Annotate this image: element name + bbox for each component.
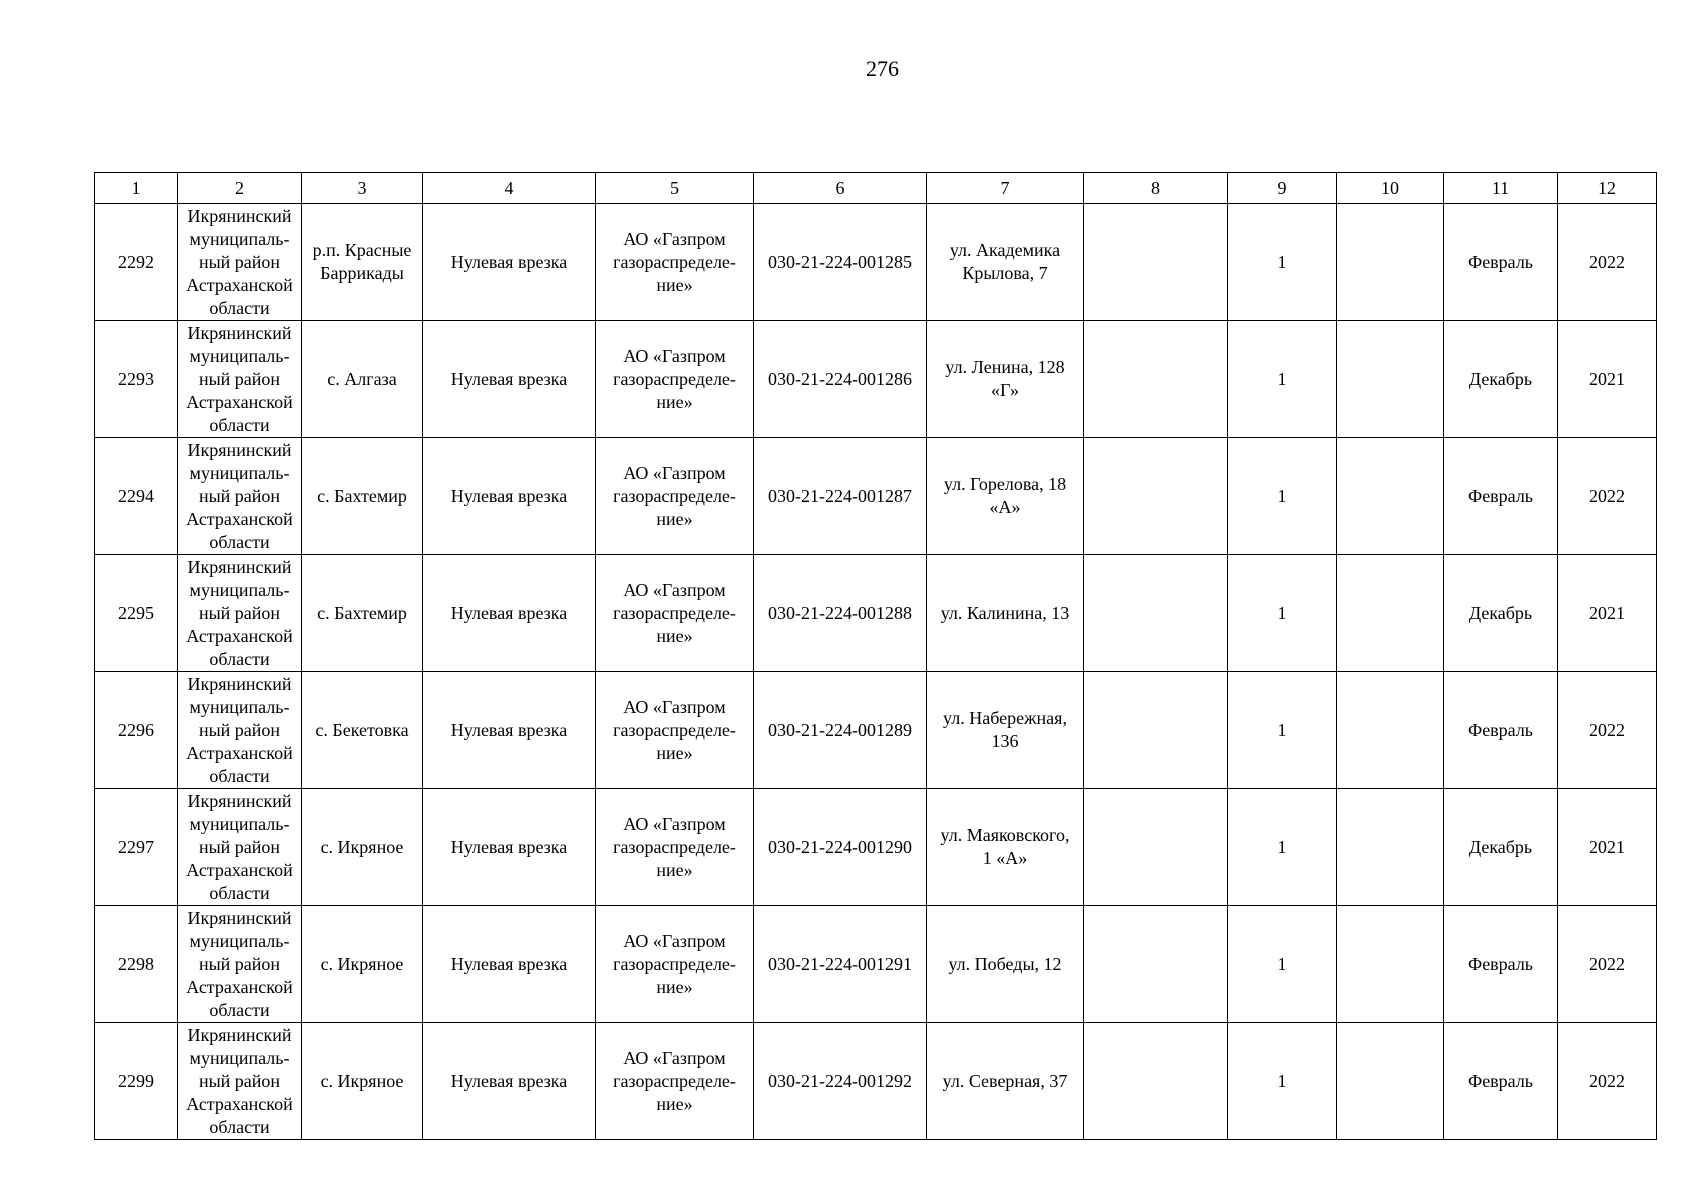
quantity-cell: 1 [1228, 789, 1337, 906]
district-cell-line: Астраханской [186, 859, 293, 880]
settlement-cell-line: р.п. Красные [312, 240, 412, 260]
organization-cell-line: АО «Газпром [623, 462, 726, 483]
district-cell-line: Астраханской [186, 508, 293, 529]
district-cell-line: области [209, 765, 270, 786]
settlement-cell [302, 204, 423, 321]
column-8-cell [1084, 438, 1228, 555]
organization-cell-line: АО «Газпром [623, 345, 726, 366]
organization-cell-line: ние» [656, 1093, 693, 1114]
address-cell [927, 789, 1084, 906]
organization-cell-line: АО «Газпром [623, 696, 726, 717]
table-row [95, 672, 1657, 789]
quantity-cell: 1 [1228, 1023, 1337, 1140]
settlement-cell-line: с. Икряное [320, 1070, 404, 1091]
settlement-cell-line: с. Алгаза [327, 368, 397, 389]
object-code-cell: 030-21-224-001286 [754, 321, 927, 438]
address-cell-line: ул. Победы, 12 [948, 953, 1062, 974]
connection-type-cell: Нулевая врезка [423, 438, 596, 555]
address-cell [927, 906, 1084, 1023]
district-cell-line: Астраханской [186, 625, 293, 646]
column-header: 11 [1444, 173, 1558, 204]
district-cell-line: Икрянинский [187, 673, 292, 694]
district-cell [178, 438, 302, 555]
header-row [95, 173, 1657, 204]
row-number-cell: 2296 [95, 672, 178, 789]
column-8-cell [1084, 204, 1228, 321]
column-10-cell [1337, 321, 1444, 438]
organization-cell-line: АО «Газпром [623, 813, 726, 834]
year-cell: 2022 [1558, 906, 1657, 1023]
district-cell-line: муниципаль- [189, 345, 290, 366]
district-cell-line: области [209, 648, 270, 669]
column-10-cell [1337, 672, 1444, 789]
table-row [95, 789, 1657, 906]
settlement-cell [302, 789, 423, 906]
settlement-cell [302, 1023, 423, 1140]
district-cell-line: Икрянинский [187, 907, 292, 928]
address-cell-line: ул. Ленина, 128 [945, 357, 1065, 377]
connection-type-cell: Нулевая врезка [423, 906, 596, 1023]
district-cell-line: ный район [198, 602, 281, 623]
district-cell-line: ный район [198, 836, 281, 857]
address-cell-line: Крылова, 7 [962, 263, 1048, 283]
table-row [95, 438, 1657, 555]
column-10-cell [1337, 555, 1444, 672]
organization-cell-line: АО «Газпром [623, 930, 726, 951]
district-cell-line: ный район [198, 1070, 281, 1091]
district-cell-line: муниципаль- [189, 1047, 290, 1068]
organization-cell [596, 789, 754, 906]
address-cell-line: ул. Северная, 37 [942, 1070, 1068, 1091]
column-header: 5 [596, 173, 754, 204]
month-cell: Февраль [1444, 204, 1558, 321]
organization-cell-line: ние» [656, 508, 693, 529]
column-8-cell [1084, 789, 1228, 906]
year-cell: 2022 [1558, 1023, 1657, 1140]
object-code-cell: 030-21-224-001287 [754, 438, 927, 555]
district-cell-line: муниципаль- [189, 462, 290, 483]
address-cell-line: 1 «А» [982, 848, 1028, 868]
column-8-cell [1084, 321, 1228, 438]
district-cell-line: Икрянинский [187, 205, 292, 226]
address-cell-line: ул. Калинина, 13 [940, 602, 1070, 623]
year-cell: 2022 [1558, 204, 1657, 321]
row-number-cell: 2295 [95, 555, 178, 672]
organization-cell [596, 555, 754, 672]
district-cell-line: области [209, 297, 270, 318]
year-cell: 2021 [1558, 555, 1657, 672]
quantity-cell: 1 [1228, 906, 1337, 1023]
address-cell-line: «Г» [991, 380, 1019, 400]
organization-cell-line: АО «Газпром [623, 579, 726, 600]
address-cell [927, 438, 1084, 555]
quantity-cell: 1 [1228, 672, 1337, 789]
month-cell: Февраль [1444, 1023, 1558, 1140]
settlement-cell-line: Баррикады [320, 263, 404, 283]
district-cell-line: Икрянинский [187, 1024, 292, 1045]
organization-cell [596, 672, 754, 789]
table-row [95, 321, 1657, 438]
district-cell-line: Икрянинский [187, 439, 292, 460]
district-cell-line: ный район [198, 719, 281, 740]
row-number-cell: 2292 [95, 204, 178, 321]
district-cell-line: ный район [198, 251, 281, 272]
settlement-cell-line: с. Бахтемир [317, 602, 407, 623]
organization-cell-line: ние» [656, 859, 693, 880]
connection-type-cell: Нулевая врезка [423, 1023, 596, 1140]
district-cell-line: муниципаль- [189, 228, 290, 249]
object-code-cell: 030-21-224-001289 [754, 672, 927, 789]
table-body [95, 204, 1657, 1140]
table-row [95, 204, 1657, 321]
organization-cell-line: ние» [656, 976, 693, 997]
column-8-cell [1084, 1023, 1228, 1140]
column-10-cell [1337, 789, 1444, 906]
district-cell-line: Астраханской [186, 742, 293, 763]
organization-cell-line: газораспределе- [613, 602, 736, 623]
column-10-cell [1337, 1023, 1444, 1140]
year-cell: 2022 [1558, 438, 1657, 555]
address-cell-line: «А» [989, 497, 1021, 517]
organization-cell-line: ние» [656, 625, 693, 646]
district-cell [178, 789, 302, 906]
organization-cell [596, 906, 754, 1023]
district-cell-line: области [209, 882, 270, 903]
organization-cell [596, 321, 754, 438]
settlement-cell-line: с. Икряное [320, 953, 404, 974]
object-code-cell: 030-21-224-001292 [754, 1023, 927, 1140]
column-8-cell [1084, 672, 1228, 789]
settlement-cell [302, 906, 423, 1023]
column-header: 2 [178, 173, 302, 204]
month-cell: Декабрь [1444, 321, 1558, 438]
row-number-cell: 2297 [95, 789, 178, 906]
table-row [95, 1023, 1657, 1140]
settlement-cell [302, 555, 423, 672]
district-cell-line: Икрянинский [187, 556, 292, 577]
district-cell-line: Астраханской [186, 391, 293, 412]
year-cell: 2021 [1558, 789, 1657, 906]
row-number-cell: 2298 [95, 906, 178, 1023]
district-cell [178, 1023, 302, 1140]
district-cell-line: муниципаль- [189, 579, 290, 600]
column-8-cell [1084, 555, 1228, 672]
address-cell-line: 136 [991, 731, 1019, 751]
district-cell-line: области [209, 531, 270, 552]
district-cell-line: муниципаль- [189, 696, 290, 717]
column-header: 8 [1084, 173, 1228, 204]
month-cell: Февраль [1444, 438, 1558, 555]
organization-cell-line: ние» [656, 742, 693, 763]
column-10-cell [1337, 438, 1444, 555]
column-header: 1 [95, 173, 178, 204]
district-cell-line: Икрянинский [187, 322, 292, 343]
settlement-cell-line: с. Икряное [320, 836, 404, 857]
organization-cell-line: газораспределе- [613, 836, 736, 857]
district-cell [178, 555, 302, 672]
connection-type-cell: Нулевая врезка [423, 672, 596, 789]
district-cell-line: области [209, 1116, 270, 1137]
quantity-cell: 1 [1228, 438, 1337, 555]
page-number: 276 [866, 56, 899, 81]
connection-type-cell: Нулевая врезка [423, 555, 596, 672]
column-header: 10 [1337, 173, 1444, 204]
address-cell [927, 321, 1084, 438]
month-cell: Февраль [1444, 672, 1558, 789]
district-cell [178, 906, 302, 1023]
district-cell-line: ный район [198, 368, 281, 389]
settlement-cell-line: с. Бахтемир [317, 485, 407, 506]
connection-type-cell: Нулевая врезка [423, 789, 596, 906]
district-cell [178, 672, 302, 789]
address-cell-line: ул. Горелова, 18 [943, 474, 1067, 494]
organization-cell-line: газораспределе- [613, 953, 736, 974]
connection-type-cell: Нулевая врезка [423, 321, 596, 438]
organization-cell-line: АО «Газпром [623, 1047, 726, 1068]
organization-cell-line: газораспределе- [613, 251, 736, 272]
address-cell-line: ул. Академика [949, 240, 1061, 260]
address-cell-line: ул. Набережная, [943, 708, 1067, 728]
district-cell-line: ный район [198, 485, 281, 506]
quantity-cell: 1 [1228, 555, 1337, 672]
row-number-cell: 2299 [95, 1023, 178, 1140]
organization-cell-line: ние» [656, 274, 693, 295]
address-cell [927, 672, 1084, 789]
column-header: 9 [1228, 173, 1337, 204]
address-cell-line: ул. Маяковского, [940, 825, 1070, 845]
organization-cell-line: газораспределе- [613, 368, 736, 389]
district-cell [178, 321, 302, 438]
column-header: 12 [1558, 173, 1657, 204]
organization-cell-line: АО «Газпром [623, 228, 726, 249]
settlement-cell [302, 321, 423, 438]
row-number-cell: 2293 [95, 321, 178, 438]
address-cell [927, 1023, 1084, 1140]
district-cell-line: муниципаль- [189, 930, 290, 951]
address-cell [927, 555, 1084, 672]
district-cell-line: ный район [198, 953, 281, 974]
organization-cell-line: ние» [656, 391, 693, 412]
district-cell-line: Астраханской [186, 976, 293, 997]
object-code-cell: 030-21-224-001288 [754, 555, 927, 672]
district-cell-line: Астраханской [186, 1093, 293, 1114]
organization-cell-line: газораспределе- [613, 1070, 736, 1091]
object-code-cell: 030-21-224-001291 [754, 906, 927, 1023]
row-number-cell: 2294 [95, 438, 178, 555]
column-8-cell [1084, 906, 1228, 1023]
settlement-cell-line: с. Бекетовка [315, 719, 409, 740]
organization-cell [596, 204, 754, 321]
settlement-cell [302, 438, 423, 555]
quantity-cell: 1 [1228, 204, 1337, 321]
table-header [95, 173, 1657, 204]
district-cell-line: Икрянинский [187, 790, 292, 811]
month-cell: Декабрь [1444, 789, 1558, 906]
month-cell: Декабрь [1444, 555, 1558, 672]
column-10-cell [1337, 204, 1444, 321]
quantity-cell: 1 [1228, 321, 1337, 438]
year-cell: 2022 [1558, 672, 1657, 789]
district-cell-line: муниципаль- [189, 813, 290, 834]
organization-cell-line: газораспределе- [613, 485, 736, 506]
district-cell-line: области [209, 999, 270, 1020]
object-code-cell: 030-21-224-001285 [754, 204, 927, 321]
registry-table [94, 172, 1657, 1140]
district-cell-line: области [209, 414, 270, 435]
connection-type-cell: Нулевая врезка [423, 204, 596, 321]
column-header: 7 [927, 173, 1084, 204]
year-cell: 2021 [1558, 321, 1657, 438]
organization-cell [596, 1023, 754, 1140]
month-cell: Февраль [1444, 906, 1558, 1023]
column-header: 6 [754, 173, 927, 204]
table-row [95, 555, 1657, 672]
district-cell [178, 204, 302, 321]
settlement-cell [302, 672, 423, 789]
organization-cell [596, 438, 754, 555]
column-header: 4 [423, 173, 596, 204]
address-cell [927, 204, 1084, 321]
organization-cell-line: газораспределе- [613, 719, 736, 740]
district-cell-line: Астраханской [186, 274, 293, 295]
column-header: 3 [302, 173, 423, 204]
object-code-cell: 030-21-224-001290 [754, 789, 927, 906]
table-row [95, 906, 1657, 1023]
column-10-cell [1337, 906, 1444, 1023]
